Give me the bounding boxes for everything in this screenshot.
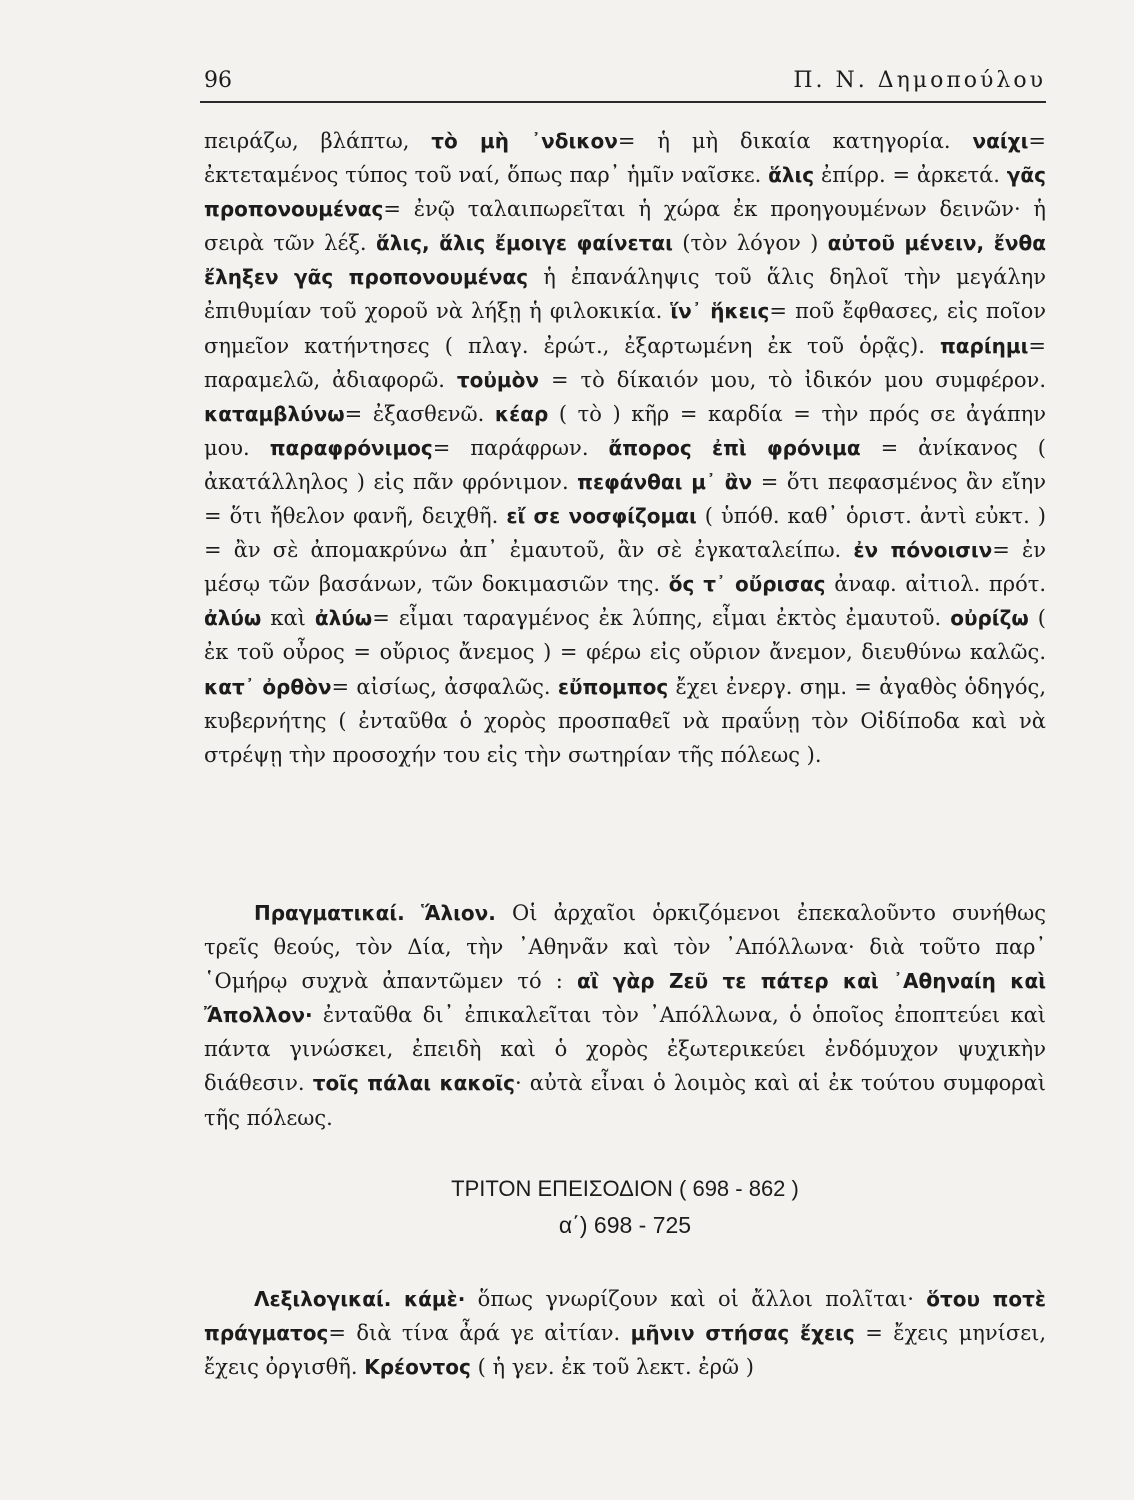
subsection-title: α΄) 698 - 725 xyxy=(558,1212,692,1238)
gloss-text: πειράζω, βλάπτω, xyxy=(204,129,432,153)
bold-lemma: αἲ γὰρ Ζεῦ τε πάτερ καὶ ᾽Αθηναίη καὶ Ἄπολλον· xyxy=(204,969,1046,1028)
gloss-text: = ἐξασθενῶ. xyxy=(344,401,495,426)
gloss-text: = ἐν μέσῳ τῶν βασάνων, τῶν δοκιμασιῶν της. xyxy=(204,538,1046,597)
gloss-text: καὶ xyxy=(261,606,315,631)
bold-lemma: πεφάνθαι μ᾽ ἂν xyxy=(577,469,753,494)
gloss-text: = ποῦ ἔφθασες, εἰς ποῖον σημεῖον κατήντησες ( πλαγ. ἐρώτ., ἐξαρτωμένη ἐκ τοῦ ὁρᾷς). xyxy=(204,299,1047,358)
bold-lemma: ἅλις xyxy=(768,163,815,188)
gloss-text: · αὐτὰ εἶναι ὁ λοιμὸς καὶ αἱ ἐκ τούτου συμφοραὶ τῆς πόλεως. xyxy=(204,1071,1046,1130)
bold-lemma: εἴ σε νοσφίζομαι xyxy=(506,504,697,529)
gloss-text: = παράφρων. xyxy=(432,435,609,460)
gloss-text: = ἔχεις μηνίσει, ἔχεις ὀργισθῆ. xyxy=(204,1321,1047,1380)
bold-lemma: μῆνιν στήσας ἔχεις xyxy=(630,1321,855,1346)
bold-lemma: κέαρ xyxy=(494,401,549,426)
gloss-text: = τὸ δίκαιόν μου, τὸ ἰδικόν μου συμφέρον. xyxy=(538,367,1046,392)
bold-lemma: τὸ μὴ ᾽νδικον xyxy=(431,129,618,153)
gloss-text: = εἶμαι ταραγμένος ἐκ λύπης, εἶμαι ἐκτὸς ἐμαυτοῦ. xyxy=(372,606,951,631)
gloss-text: ἡ ἐπανάληψις τοῦ ἅλις δηλοῖ τὴν μεγάλην ἐπιθυμίαν τοῦ χοροῦ νὰ λήξῃ ἡ φιλοκικία. xyxy=(204,265,1046,324)
gloss-text: = αἰσίως, ἀσφαλῶς. xyxy=(331,674,558,699)
gloss-text: ( ἡ γεν. ἐκ τοῦ λεκτ. ἐρῶ ) xyxy=(470,1355,754,1380)
gloss-text: ἀναφ. αἰτιολ. πρότ. xyxy=(825,572,1047,597)
bold-lemma: Κρέοντος xyxy=(364,1355,471,1380)
gloss-text: ὅπως γνωρίζουν καὶ οἱ ἄλλοι πολῖται· xyxy=(465,1287,927,1311)
bold-lemma: ναίχι xyxy=(972,129,1029,153)
header-rule xyxy=(200,101,1046,103)
commentary-paragraph-1 xyxy=(204,124,1046,772)
bold-lemma: εὔπομπος xyxy=(557,674,669,699)
bold-lemma: ἄπορος ἐπὶ φρόνιμα xyxy=(608,435,861,460)
bold-lemma: ἵν᾽ ἥκεις xyxy=(670,299,770,324)
gloss-text: ἐπίρρ. = ἀρκετά. xyxy=(814,163,1007,188)
gloss-text: ( τὸ ) κῆρ = καρδία = τὴν πρός σε ἀγάπην μου. xyxy=(204,401,1047,460)
bold-lemma: Πραγματικαί. Ἅλιον. xyxy=(254,901,496,925)
section-title: ΤΡΙΤΟΝ ΕΠΕΙΣΟΔΙΟΝ ( 698 - 862 ) xyxy=(451,1176,799,1201)
bold-lemma: ἀλύω xyxy=(314,606,373,631)
bold-lemma: τοῖς πάλαι κακοῖς xyxy=(312,1071,515,1096)
bold-lemma: Λεξιλογικαί. κάμὲ· xyxy=(254,1287,466,1311)
gloss-text: ( ἐκ τοῦ οὖρος = οὔριος ἄνεμος ) = φέρω εἰς οὔριον ἄνεμον, διευθύνω καλῶς. xyxy=(204,606,1047,665)
bold-lemma: ἀλύω xyxy=(204,606,262,631)
commentary-paragraph-2 xyxy=(204,896,1046,1135)
bold-lemma: κατ᾽ ὀρθὸν xyxy=(204,674,332,699)
gloss-text: = ἡ μὴ δικαία κατηγορία. xyxy=(617,129,973,153)
bold-lemma: παρίημι xyxy=(939,333,1029,358)
gloss-text: ( ὑπόθ. καθ᾽ ὁριστ. ἀντὶ εὐκτ. ) = ἂν σὲ ἀπομακρύνω ἀπ᾽ ἐμαυτοῦ, ἂν σὲ ἐγκαταλείπω. xyxy=(204,504,1046,563)
gloss-text: = διὰ τίνα ἆρά γε αἰτίαν. xyxy=(328,1321,631,1346)
bold-lemma: γᾶς προπονουμένας xyxy=(204,163,1046,222)
bold-lemma: οὐρίζω xyxy=(950,606,1029,631)
gloss-text: (τὸν λόγον ) xyxy=(672,231,828,256)
page-number: 96 xyxy=(204,68,232,93)
gloss-text: = ἐνῷ ταλαιπωρεῖται ἡ χώρα ἐκ προηγουμένων δεινῶν· ἡ σειρὰ τῶν λέξ. xyxy=(204,197,1046,256)
bold-lemma: ἅλις, ἅλις ἔμοιγε φαίνεται xyxy=(375,231,673,256)
gloss-text: = ἐκτεταμένος τύπος τοῦ ναί, ὅπως παρ᾽ ἡμῖν ναῖσκε. xyxy=(204,129,1046,188)
gloss-text: Οἱ ἀρχαῖοι ὁρκιζόμενοι ἐπεκαλοῦντο συνήθως τρεῖς θεούς, τὸν Δία, τὴν ᾽Αθηνᾶν καὶ τὸν ᾽Απόλλωνα· διὰ τοῦτο παρ᾽ ῾Ομήρῳ συχνὰ ἀπαντῶμεν τό : xyxy=(204,901,1046,994)
bold-lemma: παραφρόνιμος xyxy=(269,435,433,460)
gloss-text: = παραμελῶ, ἀδιαφορῶ. xyxy=(204,333,1046,392)
bold-lemma: ὅτου ποτὲ πράγματος xyxy=(204,1287,1047,1346)
running-head-author: Π. Ν. Δημοπούλου xyxy=(793,68,1046,93)
commentary-paragraph-3 xyxy=(204,1282,1046,1384)
gloss-text: = ἀνίκανος ( ἀκατάλληλος ) εἰς πᾶν φρόνιμον. xyxy=(204,435,1046,494)
bold-lemma: ἐν πόνοισιν xyxy=(853,538,993,563)
bold-lemma: αὐτοῦ μένειν, ἔνθα ἔληξεν γᾶς προπονουμένας xyxy=(204,231,1046,290)
gloss-text: ἔχει ἐνεργ. σημ. = ἀγαθὸς ὁδηγός, κυβερνήτης ( ἐνταῦθα ὁ χορὸς προσπαθεῖ νὰ πραΰνῃ τὸν Οἰδίποδα καὶ νὰ στρέψῃ τὴν προσοχήν του εἰς τὴν σωτηρίαν τῆς πόλεως ). xyxy=(204,674,1046,767)
bold-lemma: τοὐμὸν xyxy=(456,367,539,392)
bold-lemma: καταμβλύνω xyxy=(204,401,345,426)
gloss-text: ἐνταῦθα δι᾽ ἐπικαλεῖται τὸν ᾽Απόλλωνα, ὁ ὁποῖος ἐποπτεύει καὶ πάντα γινώσκει, ἐπειδὴ καὶ ὁ χορὸς ἐξωτερικεύει ἐνδόμυχον ψυχικὴν διάθεσιν. xyxy=(204,1003,1046,1096)
gloss-text: = ὅτι πεφασμένος ἂν εἴην = ὅτι ἤθελον φανῆ, δειχθῆ. xyxy=(204,469,1046,529)
bold-lemma: ὅς τ᾽ οὔρισας xyxy=(668,572,826,597)
page-header xyxy=(200,64,1046,100)
